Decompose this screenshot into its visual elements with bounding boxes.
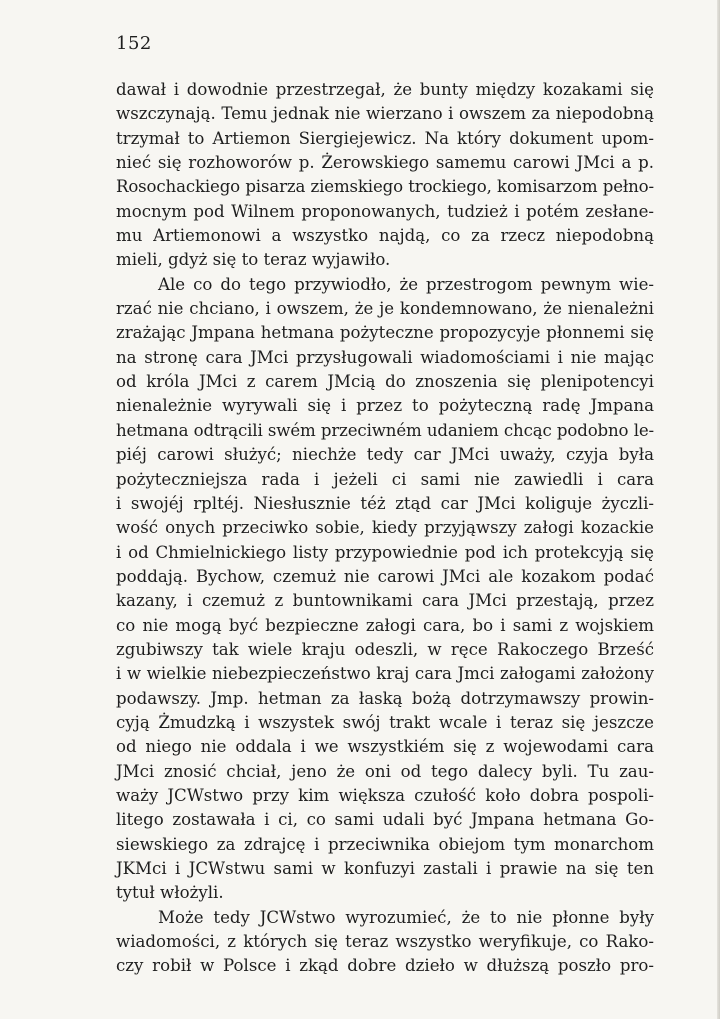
text-line: mieli, gdyż się to teraz wyjawiło. <box>116 250 391 270</box>
text-line: Rosochackiego pisarza ziemskiego trockiego, komisarzom pełno- <box>116 177 654 197</box>
text-line: i od Chmielnickiego listy przypowiednie pod ich protekcyją się <box>116 542 654 562</box>
page-number: 152 <box>116 33 152 54</box>
text-line: piéj carowi służyć; niechże tedy car JMci uważy, czyja była <box>116 445 654 465</box>
text-line: litego zostawała i ci, co sami udali być Jmpana hetmana Go- <box>116 810 654 830</box>
body-text <box>116 78 654 979</box>
text-line: zgubiwszy tak wiele kraju odeszli, w ręce Rakoczego Brześć <box>116 639 654 659</box>
text-line: od króla JMci z carem JMcią do znoszenia się plenipotencyi <box>116 372 654 392</box>
text-line: nienależnie wyrywali się i przez to pożyteczną radę Jmpana <box>116 396 654 416</box>
text-line: JKMci i JCWstwu sami w konfuzyi zastali i prawie na się ten <box>116 859 654 878</box>
text-line: pożyteczniejsza rada i jeżeli ci sami nie zawiedli i cara <box>116 469 654 489</box>
text-line: i w wielkie niebezpieczeństwo kraj cara Jmci załogami założony <box>116 664 654 684</box>
text-line: czy robił w Polsce i zkąd dobre dzieło w dłuższą poszło pro- <box>116 956 654 976</box>
text-line: wiadomości, z których się teraz wszystko weryfikuje, co Rako- <box>116 932 654 952</box>
text-line: wszczynają. Temu jednak nie wierzano i owszem za niepodobną <box>116 104 654 124</box>
text-line: Ale co do tego przywiodło, że przestrogom pewnym wie- <box>158 274 654 294</box>
text-line: kazany, i czemuż z buntownikami cara JMci przestają, przez <box>116 591 654 611</box>
text-line: trzymał to Artiemon Siergiejewicz. Na który dokument upom- <box>116 128 654 148</box>
text-line: zrażając Jmpana hetmana pożyteczne propozycyje płonnemi się <box>116 323 654 343</box>
text-line: podawszy. Jmp. hetman za łaską bożą dotrzymawszy prowin- <box>116 688 654 708</box>
text-line: cyją Żmudzką i wszystek swój trakt wcale i teraz się jeszcze <box>116 712 654 732</box>
text-line: od niego nie oddala i we wszystkiém się z wojewodami cara <box>116 737 654 757</box>
text-line: hetmana odtrącili swém przeciwném udaniem chcąc podobno le- <box>116 420 654 440</box>
text-line: JMci znosić chciał, jeno że oni od tego dalecy byli. Tu zau- <box>116 761 654 781</box>
text-line: siewskiego za zdrajcę i przeciwnika obiejom tym monarchom <box>116 834 654 854</box>
text-line: wość onych przeciwko sobie, kiedy przyjąwszy załogi kozackie <box>116 518 654 538</box>
text-line: mocnym pod Wilnem proponowanych, tudzież i potém zesłane- <box>116 201 654 221</box>
text-line: dawał i dowodnie przestrzegał, że bunty między kozakami się <box>116 80 654 99</box>
text-line: nieć się rozhoworów p. Żerowskiego samemu carowi JMci a p. <box>116 153 654 173</box>
text-line: waży JCWstwo przy kim większa czułość koło dobra pospoli- <box>116 785 654 805</box>
text-line: i swojéj rpltéj. Niesłusznie téż ztąd car JMci koliguje życzli- <box>116 493 654 513</box>
text-line: Może tedy JCWstwo wyrozumieć, że to nie płonne były <box>158 907 654 927</box>
text-line: na stronę cara JMci przysługowali wiadomościami i nie mając <box>116 347 654 367</box>
text-line: co nie mogą być bezpieczne załogi cara, bo i sami z wojskiem <box>116 615 654 635</box>
text-line: poddają. Bychow, czemuż nie carowi JMci ale kozakom podać <box>116 566 654 586</box>
text-line: mu Artiemonowi a wszystko najdą, co za rzecz niepodobną <box>116 226 654 246</box>
text-line: tytuł włożyli. <box>116 883 224 903</box>
text-line: rzać nie chciano, i owszem, że je kondemnowano, że nienależni <box>116 299 654 319</box>
